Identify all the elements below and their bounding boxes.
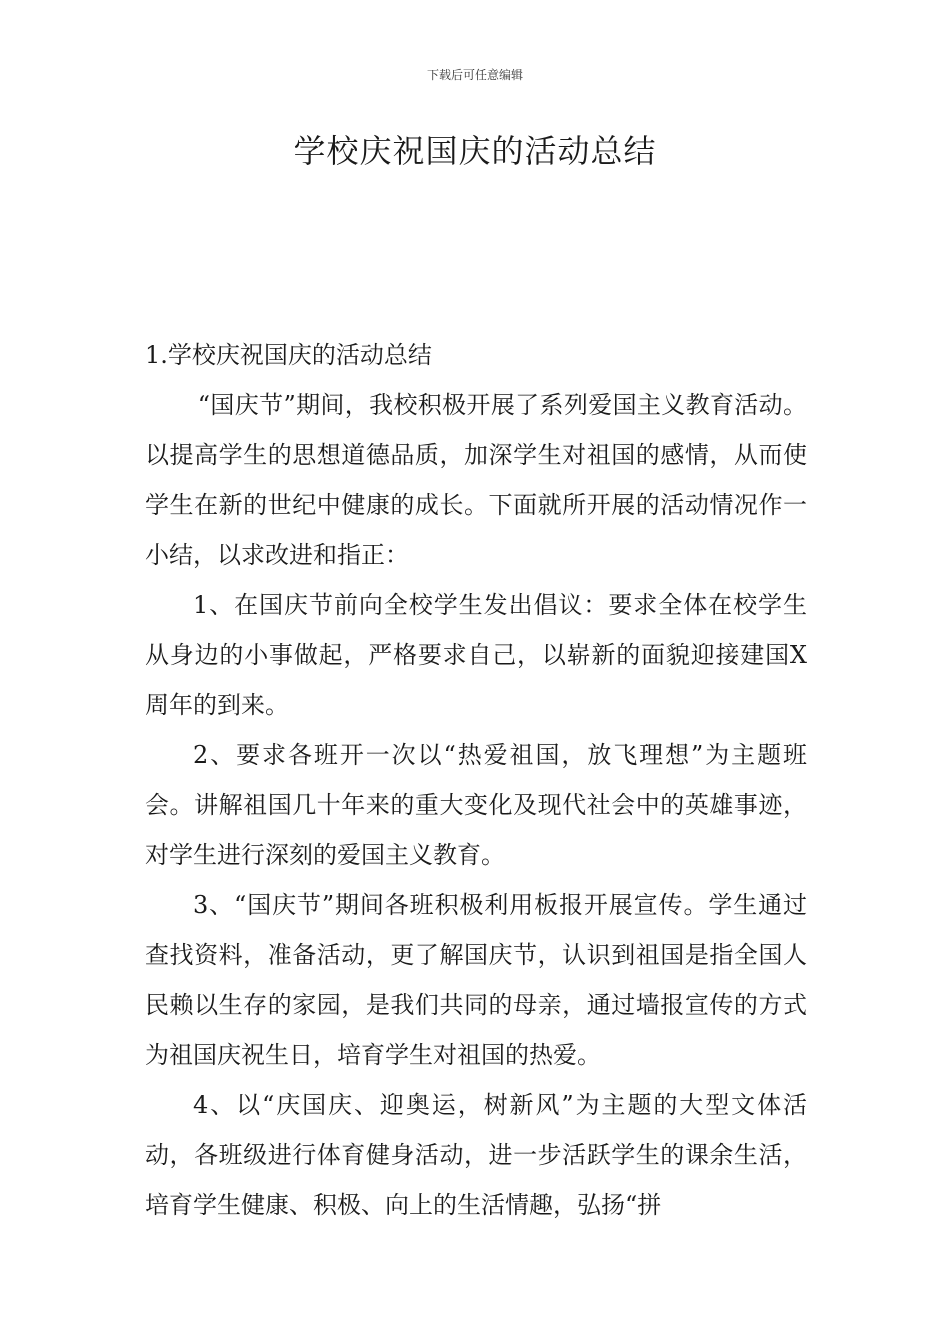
paragraph-item-1: 1、在国庆节前向全校学生发出倡议：要求全体在校学生从身边的小事做起，严格要求自己，以崭新的面貌迎接建国X周年的到来。 <box>145 591 807 719</box>
page-header-note: 下载后可任意编辑 <box>426 68 523 82</box>
paragraph-item-4: 4、以“庆国庆、迎奥运，树新风”为主题的大型文体活动，各班级进行体育健身活动，进一步活跃学生的课余生活，培育学生健康、积极、向上的生活情趣，弘扬“拼 <box>145 1091 807 1219</box>
paragraph-intro: “国庆节”期间，我校积极开展了系列爱国主义教育活动。以提高学生的思想道德品质，加深学生对祖国的感情，从而使学生在新的世纪中健康的成长。下面就所开展的活动情况作一小结，以求改进和指正： <box>145 391 807 569</box>
section-heading: 1.学校庆祝国庆的活动总结 <box>145 341 432 369</box>
paragraph-item-2: 2、要求各班开一次以“热爱祖国，放飞理想”为主题班会。讲解祖国几十年来的重大变化及现代社会中的英雄事迹，对学生进行深刻的爱国主义教育。 <box>145 741 807 869</box>
paragraph-item-3: 3、“国庆节”期间各班积极利用板报开展宣传。学生通过查找资料，准备活动，更了解国庆节，认识到祖国是指全国人民赖以生存的家园，是我们共同的母亲，通过墙报宣传的方式为祖国庆祝生日，培育学生对祖国的热爱。 <box>145 891 807 1069</box>
document-title: 学校庆祝国庆的活动总结 <box>293 132 657 170</box>
document-body <box>145 330 807 1230</box>
